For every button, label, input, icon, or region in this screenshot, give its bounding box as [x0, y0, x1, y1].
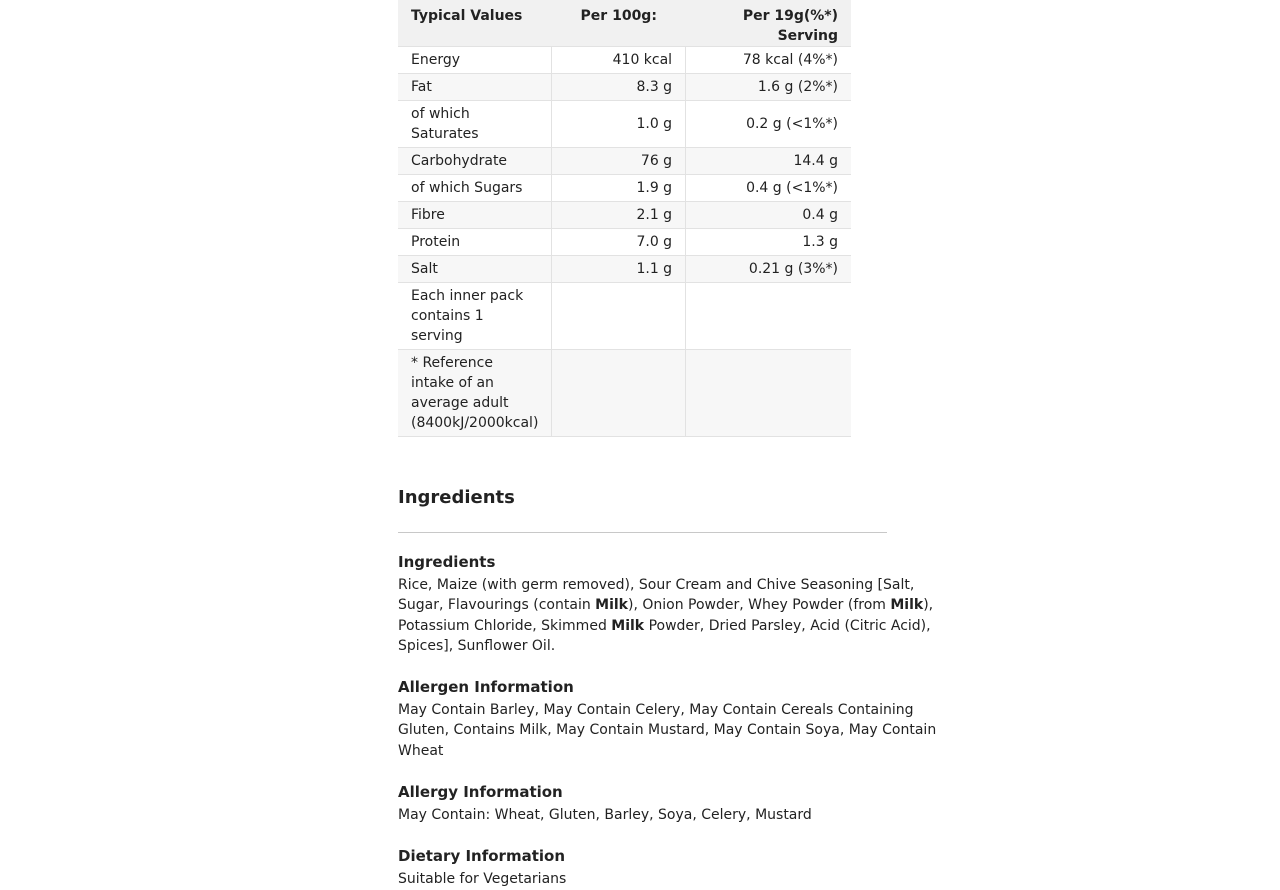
product-info: [398, 0, 958, 890]
per-100g-value: 410 kcal: [552, 47, 686, 74]
dietary-heading: Dietary Information: [398, 847, 565, 866]
per-serving-value: [686, 350, 851, 437]
allergen-highlight: Milk: [611, 617, 645, 634]
nutrition-body: [398, 47, 851, 437]
ingredients-fragment: ), Onion Powder, Whey Powder (from: [628, 597, 891, 614]
allergen-heading: Allergen Information: [398, 678, 574, 697]
ingredients-fragment: ), Potassium Chloride, Skimmed: [398, 597, 934, 634]
header-typical-values: Typical Values: [398, 0, 552, 47]
nutrient-name: Salt: [398, 256, 552, 283]
per-serving-value: 78 kcal (4%*): [686, 47, 851, 74]
allergy-heading: Allergy Information: [398, 783, 563, 802]
allergy-block: [398, 782, 958, 825]
ingredients-fragment: Powder, Dried Parsley, Acid (Citric Acid), Spices], Sunflower Oil.: [398, 617, 931, 654]
nutrition-row: [398, 47, 851, 74]
nutrient-name: of which Saturates: [398, 101, 552, 148]
nutrition-row: [398, 202, 851, 229]
per-100g-value: 1.9 g: [552, 175, 686, 202]
nutrient-name: Energy: [398, 47, 552, 74]
per-serving-value: 0.4 g: [686, 202, 851, 229]
nutrition-row: [398, 229, 851, 256]
header-per-serving: Per 19g(%*) Serving: [686, 0, 851, 47]
allergen-highlight: Milk: [595, 597, 628, 614]
nutrition-row: [398, 74, 851, 101]
nutrition-row: [398, 256, 851, 283]
per-100g-value: 2.1 g: [552, 202, 686, 229]
nutrition-row: [398, 283, 851, 350]
per-serving-value: 1.3 g: [686, 229, 851, 256]
per-100g-value: 76 g: [552, 148, 686, 175]
per-serving-value: 0.2 g (<1%*): [686, 101, 851, 148]
nutrient-name: * Reference intake of an average adult (8400kJ/2000kcal): [398, 350, 552, 437]
nutrition-row: [398, 350, 851, 437]
nutrition-table: [398, 0, 851, 437]
per-serving-value: 14.4 g: [686, 148, 851, 175]
allergen-block: [398, 677, 958, 761]
per-100g-value: 1.0 g: [552, 101, 686, 148]
per-100g-value: 1.1 g: [552, 256, 686, 283]
allergen-text: May Contain Barley, May Contain Celery, May Contain Cereals Containing Gluten, Contains Milk, May Contain Mustard, May Contain Soya, May Contain Wheat: [398, 702, 937, 759]
per-serving-value: 0.4 g (<1%*): [686, 175, 851, 202]
nutrient-name: Each inner pack contains 1 serving: [398, 283, 552, 350]
per-serving-value: [686, 283, 851, 350]
per-serving-value: 0.21 g (3%*): [686, 256, 851, 283]
ingredients-fragment: Rice, Maize (with germ removed), Sour Cream and Chive Seasoning [Salt, Sugar, Flavourings (contain: [398, 577, 915, 614]
ingredients-text: [398, 575, 948, 656]
per-serving-value: 1.6 g (2%*): [686, 74, 851, 101]
allergy-text: May Contain: Wheat, Gluten, Barley, Soya, Celery, Mustard: [398, 807, 812, 824]
nutrient-name: Protein: [398, 229, 552, 256]
nutrition-row: [398, 148, 851, 175]
per-100g-value: 8.3 g: [552, 74, 686, 101]
dietary-text: Suitable for Vegetarians: [398, 871, 567, 888]
nutrition-header-row: [398, 0, 851, 47]
nutrition-row: [398, 101, 851, 148]
nutrient-name: Fat: [398, 74, 552, 101]
nutrition-row: [398, 175, 851, 202]
per-100g-value: 7.0 g: [552, 229, 686, 256]
nutrient-name: Carbohydrate: [398, 148, 552, 175]
ingredients-heading: Ingredients: [398, 553, 496, 571]
per-100g-value: [552, 283, 686, 350]
header-per-100g: Per 100g:: [552, 0, 686, 47]
nutrient-name: of which Sugars: [398, 175, 552, 202]
ingredients-block: [398, 552, 958, 656]
nutrient-name: Fibre: [398, 202, 552, 229]
per-100g-value: [552, 350, 686, 437]
section-divider: [398, 532, 887, 533]
ingredients-section-title: Ingredients: [398, 487, 515, 508]
allergen-highlight: Milk: [890, 597, 924, 614]
